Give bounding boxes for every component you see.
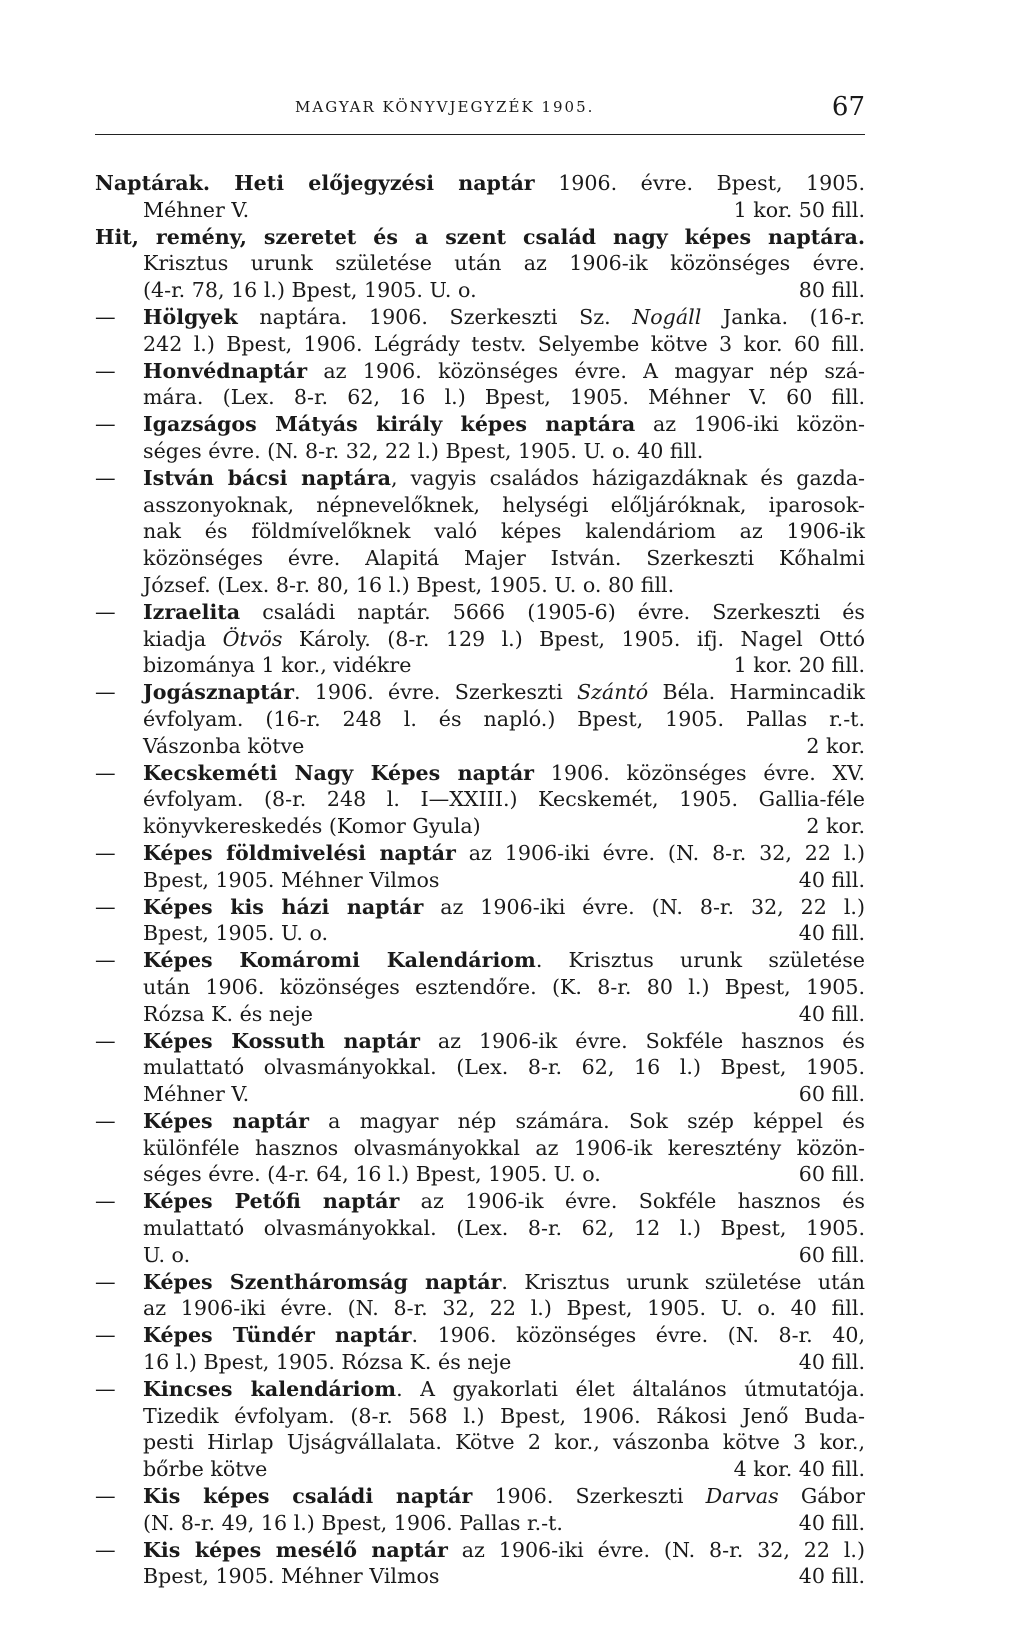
entry-title: Képes Kossuth naptár	[143, 1028, 420, 1053]
text-line	[95, 706, 865, 733]
text-line	[95, 1001, 865, 1028]
text-line	[95, 1456, 865, 1483]
price-gap	[477, 277, 799, 304]
entry-dash: —	[95, 304, 116, 329]
entry-title: Képes Szentháromság naptár	[143, 1269, 502, 1294]
entry-text: U. o.	[143, 1242, 191, 1267]
text-line	[95, 1188, 865, 1215]
entry-title: Kincses kalendáriom	[143, 1376, 397, 1401]
text-line	[95, 572, 865, 599]
text-line	[95, 1269, 865, 1296]
text-line	[95, 331, 865, 358]
price-gap	[440, 867, 799, 894]
entry-dash: —	[95, 358, 116, 383]
text-line	[95, 1483, 865, 1510]
text-line	[95, 626, 865, 653]
text-line	[95, 867, 865, 894]
entry-text: az 1906-iki közön-	[635, 412, 865, 437]
price-gap	[511, 1349, 798, 1376]
text-line	[95, 652, 865, 679]
entry-dash: —	[95, 680, 116, 705]
entry-text: Gábor	[778, 1484, 865, 1509]
price-gap	[249, 197, 733, 224]
text-line	[95, 197, 865, 224]
entry-dash: —	[95, 1189, 116, 1214]
entry-text: asszonyoknak, népnevelőknek, helységi előljáróknak, iparosok-	[143, 492, 865, 517]
entry-text: 242 l.) Bpest, 1906. Légrády testv. Selyembe kötve 3 kor. 60 fill.	[143, 331, 865, 356]
text-line	[95, 1563, 865, 1590]
entry-text: 60 fill.	[798, 1162, 865, 1187]
entry-text: 60 fill.	[798, 1242, 865, 1267]
entry-text: a magyar nép számára. Sok szép képpel és	[308, 1108, 865, 1133]
entry-title: Képes kis házi naptár	[143, 894, 424, 919]
price-gap	[304, 733, 806, 760]
entry-text: évfolyam. (16-r. 248 l. és napló.) Bpest, 1905. Pallas r.-t.	[143, 706, 865, 731]
text-line	[95, 733, 865, 760]
price-gap	[313, 1001, 799, 1028]
price-gap	[563, 1510, 799, 1537]
text-line	[95, 599, 865, 626]
text-line	[95, 518, 865, 545]
entry-text: évfolyam. (8-r. 248 l. I—XXIII.) Kecskemét, 1905. Gallia-féle	[143, 787, 865, 812]
entry-text: Béla. Harmincadik	[648, 680, 865, 705]
entry-title: Naptárak. Heti előjegyzési naptár	[95, 171, 535, 195]
text-line	[95, 358, 865, 385]
entry-text: . Krisztus urunk születése után	[501, 1269, 865, 1294]
price-gap	[267, 1456, 733, 1483]
italic-name: Ötvös	[222, 626, 283, 651]
text-line	[95, 1108, 865, 1135]
italic-name: Nogáll	[632, 304, 702, 329]
entry-title: Hit, remény, szeretet és a szent család nagy képes naptára.	[95, 224, 865, 249]
entry-text: 40 fill.	[798, 1001, 865, 1026]
entry-text: Tizedik évfolyam. (8-r. 568 l.) Bpest, 1906. Rákosi Jenő Buda-	[143, 1403, 865, 1428]
entry-text: 4 kor. 40 fill.	[733, 1457, 865, 1482]
text-line	[95, 411, 865, 438]
text-line	[95, 760, 865, 787]
entry-title: Képes földmivelési naptár	[142, 840, 456, 865]
price-gap	[440, 1563, 799, 1590]
text-line	[95, 1242, 865, 1269]
entry-text: 40 fill.	[798, 1510, 865, 1535]
entry-title: Honvédnaptár	[143, 358, 308, 383]
entry-text: az 1906-iki évre. (N. 8-r. 32, 22 l.) Bpest, 1905. U. o. 40 fill.	[143, 1296, 865, 1321]
text-line	[95, 1081, 865, 1108]
text-line	[95, 1028, 865, 1055]
entry-text: József. (Lex. 8-r. 80, 16 l.) Bpest, 1905. U. o. 80 fill.	[143, 572, 675, 597]
entry-title: Képes Petőfi naptár	[143, 1189, 400, 1214]
text-line	[95, 894, 865, 921]
text-line	[95, 250, 865, 277]
italic-name: Darvas	[705, 1484, 779, 1509]
text-line	[95, 1054, 865, 1081]
entry-title: Képes naptár	[143, 1108, 309, 1133]
entry-text: Vászonba kötve	[143, 733, 305, 758]
entry-dash: —	[95, 840, 116, 865]
entry-dash: —	[95, 760, 116, 785]
entry-text: mulattató olvasmányokkal. (Lex. 8-r. 62, 16 l.) Bpest, 1905.	[143, 1055, 865, 1080]
entry-dash: —	[95, 1269, 116, 1294]
entry-text: Bpest, 1905. Méhner Vilmos	[143, 1564, 440, 1589]
entry-title: Képes Tündér naptár	[143, 1323, 412, 1348]
entry-text: mára. (Lex. 8-r. 62, 16 l.) Bpest, 1905. Méhner V. 60 fill.	[143, 385, 865, 410]
entry-text: 2 kor.	[806, 733, 865, 758]
catalog-entries	[95, 170, 865, 1590]
price-gap	[328, 920, 799, 947]
entry-text: naptára. 1906. Szerkeszti Sz.	[237, 304, 633, 329]
text-line	[95, 786, 865, 813]
entry-text: 1 kor. 50 fill.	[733, 197, 865, 222]
entry-text: (4-r. 78, 16 l.) Bpest, 1905. U. o.	[143, 278, 477, 303]
entry-dash: —	[95, 1028, 116, 1053]
entry-text: 80 fill.	[798, 278, 865, 303]
entry-dash: —	[95, 599, 116, 624]
entry-title: Kis képes mesélő naptár	[143, 1537, 448, 1562]
text-line	[95, 465, 865, 492]
text-line	[95, 1429, 865, 1456]
entry-text: , vagyis családos házigazdáknak és gazda-	[390, 465, 865, 490]
entry-text: Méhner V.	[143, 197, 250, 222]
text-line	[95, 1215, 865, 1242]
text-line	[95, 304, 865, 331]
entry-text: Bpest, 1905. Méhner Vilmos	[143, 867, 440, 892]
entry-text: 40 fill.	[798, 921, 865, 946]
entry-dash: —	[95, 412, 116, 437]
price-gap	[481, 813, 807, 840]
entry-text: 1906. évre. Bpest, 1905.	[534, 171, 866, 195]
text-line	[95, 813, 865, 840]
entry-text: séges évre. (N. 8-r. 32, 22 l.) Bpest, 1905. U. o. 40 fill.	[143, 438, 704, 463]
entry-text: az 1906-iki évre. (N. 8-r. 32, 22 l.)	[423, 894, 865, 919]
entry-text: az 1906-iki évre. (N. 8-r. 32, 22 l.)	[455, 840, 865, 865]
entry-text: (N. 8-r. 49, 16 l.) Bpest, 1906. Pallas r.-t.	[143, 1510, 563, 1535]
entry-text: . Krisztus urunk születése	[535, 948, 865, 973]
entry-text: 2 kor.	[806, 814, 865, 839]
entry-dash: —	[95, 465, 116, 490]
price-gap	[601, 1161, 799, 1188]
text-line	[95, 1322, 865, 1349]
text-line	[95, 492, 865, 519]
text-line	[95, 1295, 865, 1322]
entry-text: 1906. közönséges évre. XV.	[534, 760, 865, 785]
page-number: 67	[831, 92, 865, 122]
entry-text: Krisztus urunk születése után az 1906-ik közönséges évre.	[143, 251, 865, 276]
text-line	[95, 679, 865, 706]
text-line	[95, 920, 865, 947]
entry-text: mulattató olvasmányokkal. (Lex. 8-r. 62, 12 l.) Bpest, 1905.	[143, 1216, 865, 1241]
entry-text: az 1906. közönséges évre. A magyar nép szá-	[307, 358, 865, 383]
text-line	[95, 1349, 865, 1376]
text-line	[95, 1376, 865, 1403]
entry-text: bizománya 1 kor., vidékre	[143, 653, 412, 678]
entry-title: Jogásznaptár	[143, 680, 294, 705]
entry-title: Izraelita	[143, 599, 241, 624]
entry-text: Bpest, 1905. U. o.	[143, 921, 329, 946]
entry-text: Méhner V.	[143, 1082, 250, 1107]
text-line	[95, 1537, 865, 1564]
price-gap	[411, 652, 733, 679]
entry-title: Kecskeméti Nagy Képes naptár	[142, 760, 535, 785]
text-line	[95, 1403, 865, 1430]
text-line	[95, 1161, 865, 1188]
entry-text: 40 fill.	[798, 867, 865, 892]
entry-text: Rózsa K. és neje	[143, 1001, 313, 1026]
price-gap	[249, 1081, 799, 1108]
entry-text: az 1906-ik évre. Sokféle hasznos és	[419, 1028, 865, 1053]
text-line	[95, 170, 865, 197]
entry-title: Igazságos Mátyás király képes naptára	[143, 412, 636, 437]
text-line	[95, 947, 865, 974]
entry-text: 60 fill.	[798, 1082, 865, 1107]
entry-text: . A gyakorlati élet általános útmutatója.	[396, 1376, 865, 1401]
entry-text: 40 fill.	[798, 1350, 865, 1375]
entry-text: pesti Hirlap Ujságvállalata. Kötve 2 kor., vászonba kötve 3 kor.,	[143, 1430, 865, 1455]
entry-dash: —	[95, 948, 116, 973]
header-rule	[95, 134, 865, 135]
entry-dash: —	[95, 894, 116, 919]
text-line	[95, 384, 865, 411]
entry-title: Képes Komáromi Kalendáriom	[143, 948, 536, 973]
entry-title: Kis képes családi naptár	[143, 1484, 473, 1509]
entry-text: séges évre. (4-r. 64, 16 l.) Bpest, 1905. U. o.	[143, 1162, 601, 1187]
entry-text: . 1906. közönséges évre. (N. 8-r. 40,	[411, 1323, 865, 1348]
entry-text: az 1906-ik évre. Sokféle hasznos és	[399, 1189, 865, 1214]
entry-dash: —	[95, 1484, 116, 1509]
entry-text: közönséges évre. Alapitá Majer István. Szerkeszti Kőhalmi	[143, 546, 865, 571]
entry-text: könyvkereskedés (Komor Gyula)	[143, 814, 481, 839]
entry-dash: —	[95, 1376, 116, 1401]
text-line	[95, 1135, 865, 1162]
entry-title: Hölgyek	[143, 304, 238, 329]
text-line	[95, 277, 865, 304]
page-header	[95, 92, 865, 138]
entry-text: 1906. Szerkeszti	[472, 1484, 706, 1509]
text-line	[95, 974, 865, 1001]
text-line	[95, 438, 865, 465]
entry-text: Károly. (8-r. 129 l.) Bpest, 1905. ifj. Nagel Ottó	[282, 626, 865, 651]
running-title: MAGYAR KÖNYVJEGYZÉK 1905.	[295, 98, 595, 116]
entry-text: családi naptár. 5666 (1905-6) évre. Szerkeszti és	[240, 599, 865, 624]
price-gap	[190, 1242, 799, 1269]
entry-dash: —	[95, 1108, 116, 1133]
text-line	[95, 1510, 865, 1537]
entry-text: 1 kor. 20 fill.	[733, 653, 865, 678]
text-line	[95, 545, 865, 572]
text-line	[95, 840, 865, 867]
entry-text: kiadja	[143, 626, 223, 651]
entry-text: az 1906-iki évre. (N. 8-r. 32, 22 l.)	[447, 1537, 865, 1562]
entry-text: Janka. (16-r.	[701, 304, 865, 329]
entry-text: 16 l.) Bpest, 1905. Rózsa K. és neje	[143, 1350, 512, 1375]
entry-text: 40 fill.	[798, 1564, 865, 1589]
text-line	[95, 224, 865, 251]
entry-text: különféle hasznos olvasmányokkal az 1906-ik keresztény közön-	[143, 1135, 865, 1160]
italic-name: Szántó	[576, 680, 649, 705]
entry-text: nak és földmívelőknek való képes kalendáriom az 1906-ik	[143, 519, 865, 544]
entry-text: . 1906. évre. Szerkeszti	[293, 680, 577, 705]
entry-text: bőrbe kötve	[143, 1457, 268, 1482]
entry-text: után 1906. közönséges esztendőre. (K. 8-r. 80 l.) Bpest, 1905.	[143, 974, 865, 999]
entry-title: István bácsi naptára	[143, 465, 391, 490]
entry-dash: —	[95, 1323, 116, 1348]
entry-dash: —	[95, 1537, 116, 1562]
